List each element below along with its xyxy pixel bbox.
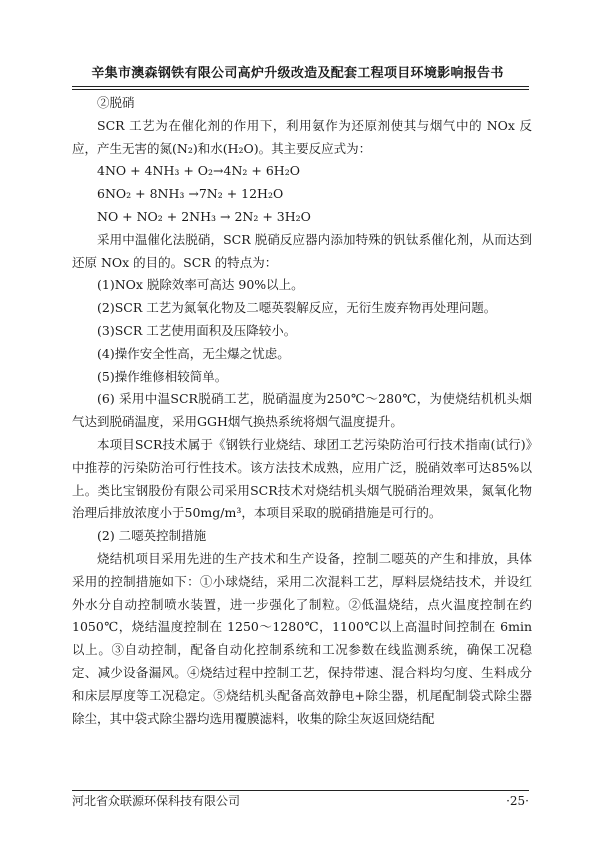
feature-item: (6) 采用中温SCR脱硝工艺，脱硝温度为250℃～280℃，为使烧结机机头烟气达到脱硝温度，采用GGH烟气换热系统将烟气温度提升。: [72, 391, 532, 430]
header-divider: [72, 86, 529, 87]
feature-item: (3)SCR 工艺使用面积及压降较小。: [97, 322, 297, 338]
page-header-title: 辛集市澳森钢铁有限公司高炉升级改造及配套工程项目环境影响报告书: [91, 66, 504, 81]
document-body: [72, 92, 532, 730]
feature-item: (1)NOx 脱除效率可高达 90%以上。: [97, 277, 304, 293]
subsection-title-dioxin: (2) 二噁英控制措施: [97, 528, 207, 544]
section-title-denitration: ②脱硝: [97, 95, 135, 110]
paragraph-dioxin-measures: 烧结机项目采用先进的生产技术和生产设备，控制二噁英的产生和排放，具体采用的控制措施如下：①小球烧结，采用二次混料工艺，厚料层烧结技术，并设红外水分自动控制喷水装置，进一步强化了制粒。②低温烧结，点火温度控制在约 1050℃，烧结温度控制在 1250～1280℃，1100℃以上高温时间控制在 6min 以上。③自动控制，配备自动化控制系统和工况参数在线监测系统，确保工况稳定、减少设备漏风。④烧结过程中控制工艺，保持带速、混合料均匀度、生料成分和床层厚度等工况稳定。⑤烧结机头配备高效静电+除尘器，机尾配制袋式除尘器除尘，其中袋式除尘器均选用覆膜滤料，收集的除尘灰返回烧结配: [72, 550, 532, 726]
feature-item: (5)操作维修相较简单。: [97, 368, 228, 384]
reaction-equation-3: NO + NO₂ + 2NH₃ → 2N₂ + 3H₂O: [97, 208, 311, 224]
page-number: ·25·: [506, 794, 529, 808]
reaction-equation-1: 4NO + 4NH₃ + O₂→4N₂ + 6H₂O: [97, 163, 300, 179]
feature-item: (2)SCR 工艺为氮氧化物及二噁英裂解反应，无衍生废弃物再处理问题。: [97, 300, 497, 316]
footer-company: 河北省众联源环保科技有限公司: [72, 794, 241, 808]
reaction-equation-2: 6NO₂ + 8NH₃ →7N₂ + 12H₂O: [97, 186, 284, 202]
paragraph-scr-intro: SCR 工艺为在催化剂的作用下，利用氨作为还原剂使其与烟气中的 NOx 反应，产生无害的氮(N₂)和水(H₂O)。其主要反应式为：: [72, 117, 532, 156]
paragraph-scr-method: 采用中温催化法脱硝，SCR 脱硝反应器内添加特殊的钒钛系催化剂，从而达到还原 NOx 的目的。SCR 的特点为：: [72, 231, 532, 270]
footer-divider: [72, 790, 529, 791]
feature-item: (4)操作安全性高，无尘爆之忧虑。: [97, 345, 290, 361]
header-divider-thin: [72, 89, 529, 90]
paragraph-project-scr: 本项目SCR技术属于《钢铁行业烧结、球团工艺污染防治可行技术指南(试行)》中推荐的污染防治可行性技术。该方法技术成熟，应用广泛，脱硝效率可达85%以上。类比宝钢股份有限公司采用SCR技术对烧结机头烟气脱硝治理效果，氮氧化物治理后排放浓度小于50mg/m³，本项目采取的脱硝措施是可行的。: [72, 436, 532, 521]
